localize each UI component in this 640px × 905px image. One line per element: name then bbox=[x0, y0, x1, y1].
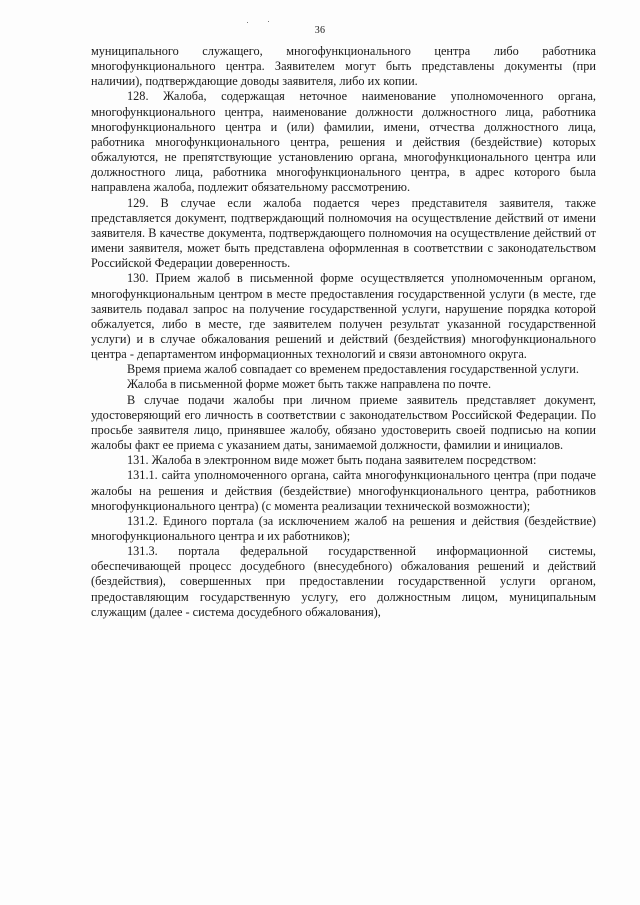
paragraph-131-2: 131.2. Единого портала (за исключением жалоб на решения и действия (бездействие) многофункционального центра и их работников); bbox=[91, 513, 596, 543]
page-number: 36 bbox=[314, 25, 326, 36]
paragraph-131-3: 131.3. портала федеральной государственной информационной системы, обеспечивающей процесс досудебного (внесудебного) обжалования решений и действий (бездействия), совершенных при предоставлении государственной услуги органом, предоставляющим государственную услугу, его должностным лицом, муниципальным служащим (далее - система досудебного обжалования), bbox=[91, 544, 596, 619]
document-body bbox=[91, 44, 596, 620]
paragraph-128: 128. Жалоба, содержащая неточное наименование уполномоченного органа, многофункционального центра, наименование должности должностного лица, работника многофункционального центра и (или) фамилии, имени, отчества должностного лица, работника многофункционального центра, решения и действия (бездействие) которых обжалуются, не препятствующие установлению органа, многофункционального центра или должностного лица, работника многофункционального центра, в адрес которого была направлена жалоба, подлежит обязательному рассмотрению. bbox=[91, 89, 596, 195]
scan-speck bbox=[247, 22, 248, 23]
paragraph-postal-submission: Жалоба в письменной форме может быть также направлена по почте. bbox=[127, 377, 492, 392]
paragraph-personal-submission: В случае подачи жалобы при личном приеме заявитель представляет документ, удостоверяющий его личность в соответствии с законодательством Российской Федерации. По просьбе заявителя лицо, принявшее жалобу, обязано удостоверить своей подписью на копии жалобы факт ее приема с указанием даты, занимаемой должности, фамилии и инициалов. bbox=[91, 392, 596, 453]
paragraph-129: 129. В случае если жалоба подается через представителя заявителя, также представляется документ, подтверждающий полномочия на осуществление действий от имени заявителя. В качестве документа, подтверждающего полномочия на осуществление действий от имени заявителя, может быть представлена оформленная в соответствии с законодательством Российской Федерации доверенность. bbox=[91, 195, 596, 271]
paragraph-131-1: 131.1. сайта уполномоченного органа, сайта многофункционального центра (при подаче жалобы на решения и действия (бездействие) многофункционального центра, работников многофункционального центра) (с момента реализации технической возможности); bbox=[91, 468, 596, 513]
paragraph-continuation: муниципального служащего, многофункционального центра либо работника многофункционального центра. Заявителем могут быть представлены документы (при наличии), подтверждающие доводы заявителя, либо их копии. bbox=[91, 44, 596, 89]
paragraph-reception-time: Время приема жалоб совпадает со временем предоставления государственной услуги. bbox=[127, 362, 579, 377]
paragraph-131: 131. Жалоба в электронном виде может быть подана заявителем посредством: bbox=[127, 453, 537, 468]
scan-speck bbox=[268, 21, 269, 22]
paragraph-130: 130. Прием жалоб в письменной форме осуществляется уполномоченным органом, многофункциональным центром в месте предоставления государственной услуги (в месте, где заявитель подавал запрос на получение государственной услуги, нарушение порядка которой обжалуется, либо в месте, где заявителем получен результат указанной государственной услуги) и в случае обжалования решений и действий (бездействия) многофункционального центра - департаментом информационных технологий и связи автономного округа. bbox=[91, 271, 596, 362]
